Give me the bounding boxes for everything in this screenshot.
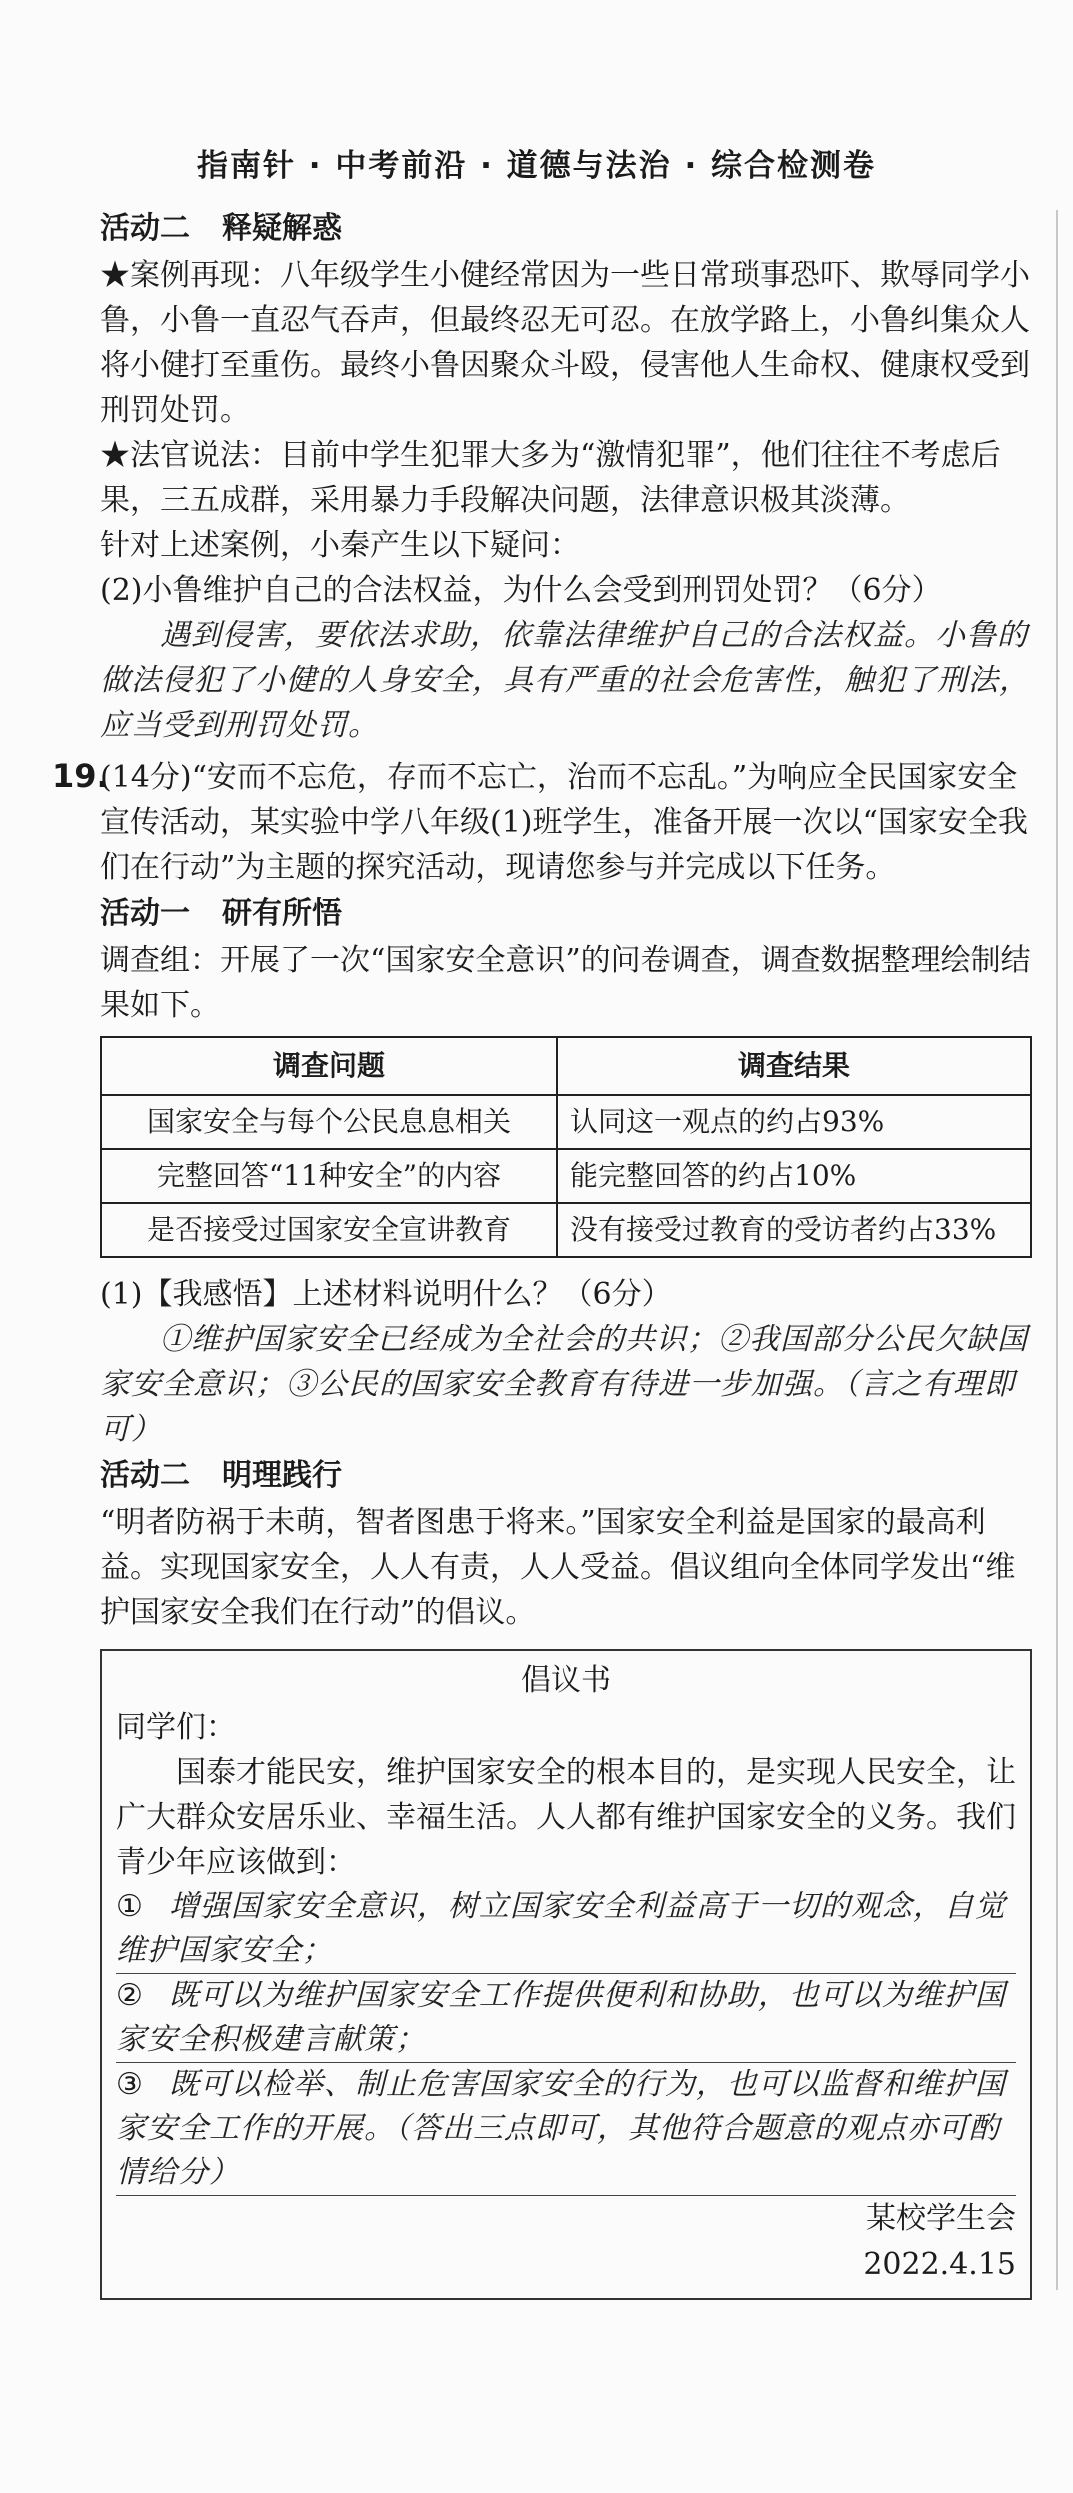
answer-2: 遇到侵害，要依法求助，依靠法律维护自己的合法权益。小鲁的做法侵犯了小健的人身安全，具有严重的社会危害性，触犯了刑法，应当受到刑罚处罚。 bbox=[100, 618, 1030, 743]
item-number: ② bbox=[116, 1978, 143, 2013]
table-cell: 能完整回答的约占10% bbox=[557, 1149, 1031, 1203]
table-cell: 是否接受过国家安全宣讲教育 bbox=[101, 1203, 557, 1257]
table-cell: 完整回答“11种安全”的内容 bbox=[101, 1149, 557, 1203]
proposal-item bbox=[116, 2063, 1016, 2196]
proposal-item bbox=[116, 1974, 1016, 2063]
case-paragraph: ★案例再现：八年级学生小健经常因为一些日常琐事恐吓、欺辱同学小鲁，小鲁一直忍气吞声，但最终忍无可忍。在放学路上，小鲁纠集众人将小健打至重伤。最终小鲁因聚众斗殴，侵害他人生命权、健康权受到刑罚处罚。 bbox=[100, 258, 1030, 428]
item-text: 既可以检举、制止危害国家安全的行为，也可以监督和维护国家安全工作的开展。（答出三点即可，其他符合题意的观点亦可酌情给分） bbox=[116, 2067, 1006, 2190]
activity-title: 释疑解惑 bbox=[222, 211, 342, 246]
activity-2-text: “明者防祸于未萌，智者图患于将来。”国家安全利益是国家的最高利益。实现国家安全，人人有责，人人受益。倡议组向全体同学发出“维护国家安全我们在行动”的倡议。 bbox=[100, 1505, 1016, 1630]
proposal-date: 2022.4.15 bbox=[863, 2247, 1016, 2282]
table-row bbox=[101, 1149, 1031, 1203]
case-intro: 针对上述案例，小秦产生以下疑问： bbox=[100, 528, 580, 563]
question-19-stem bbox=[52, 754, 1032, 890]
table-cell: 认同这一观点的约占93% bbox=[557, 1095, 1031, 1149]
item-number: ① bbox=[116, 1889, 143, 1924]
item-number: ③ bbox=[116, 2067, 143, 2102]
activity-label: 活动一 bbox=[100, 896, 190, 931]
proposal-box bbox=[100, 1649, 1032, 2300]
proposal-item bbox=[116, 1885, 1016, 1974]
proposal-body: 国泰才能民安，维护国家安全的根本目的，是实现人民安全，让广大群众安居乐业、幸福生活。人人都有维护国家安全的义务。我们青少年应该做到： bbox=[116, 1755, 1016, 1880]
answer-1: ①维护国家安全已经成为全社会的共识；②我国部分公民欠缺国家安全意识；③公民的国家安全教育有待进一步加强。（言之有理即可） bbox=[100, 1322, 1028, 1447]
question-number: 19. bbox=[52, 757, 109, 795]
proposal-greeting: 同学们： bbox=[116, 1710, 236, 1745]
page-header: 指南针 · 中考前沿 · 道德与法治 · 综合检测卷 bbox=[196, 148, 877, 184]
activity-heading bbox=[100, 890, 1032, 938]
activity-title: 明理践行 bbox=[222, 1458, 342, 1493]
activity-title: 研有所悟 bbox=[222, 896, 342, 931]
table-header: 调查结果 bbox=[557, 1037, 1031, 1095]
table-row bbox=[101, 1095, 1031, 1149]
activity-heading bbox=[100, 205, 1032, 253]
proposal-title: 倡议书 bbox=[521, 1663, 611, 1698]
content-column bbox=[52, 205, 1032, 2300]
proposal-signature: 某校学生会 bbox=[866, 2201, 1016, 2236]
table-header-row bbox=[101, 1037, 1031, 1095]
survey-table bbox=[100, 1036, 1032, 1258]
sub-question-1: (1)【我感悟】上述材料说明什么？（6分） bbox=[100, 1277, 672, 1312]
table-cell: 国家安全与每个公民息息相关 bbox=[101, 1095, 557, 1149]
item-text: 增强国家安全意识，树立国家安全利益高于一切的观念，自觉维护国家安全； bbox=[116, 1889, 1006, 1968]
activity-heading bbox=[100, 1452, 1032, 1500]
judge-paragraph: ★法官说法：目前中学生犯罪大多为“激情犯罪”，他们往往不考虑后果，三五成群，采用暴力手段解决问题，法律意识极其淡薄。 bbox=[100, 438, 1001, 518]
table-row bbox=[101, 1203, 1031, 1257]
activity-label: 活动二 bbox=[100, 1458, 190, 1493]
margin-rule bbox=[1056, 210, 1058, 2290]
table-cell: 没有接受过教育的受访者约占33% bbox=[557, 1203, 1031, 1257]
item-text: 既可以为维护国家安全工作提供便利和协助，也可以为维护国家安全积极建言献策； bbox=[116, 1978, 1006, 2057]
question-2: (2)小鲁维护自己的合法权益，为什么会受到刑罚处罚？（6分） bbox=[100, 573, 942, 608]
activity-label: 活动二 bbox=[100, 211, 190, 246]
survey-intro: 调查组：开展了一次“国家安全意识”的问卷调查，调查数据整理绘制结果如下。 bbox=[100, 943, 1031, 1023]
table-header: 调查问题 bbox=[101, 1037, 557, 1095]
question-19-text: (14分)“安而不忘危，存而不忘亡，治而不忘乱。”为响应全民国家安全宣传活动，某实验中学八年级(1)班学生，准备开展一次以“国家安全我们在行动”为主题的探究活动，现请您参与并完成以下任务。 bbox=[100, 760, 1028, 885]
